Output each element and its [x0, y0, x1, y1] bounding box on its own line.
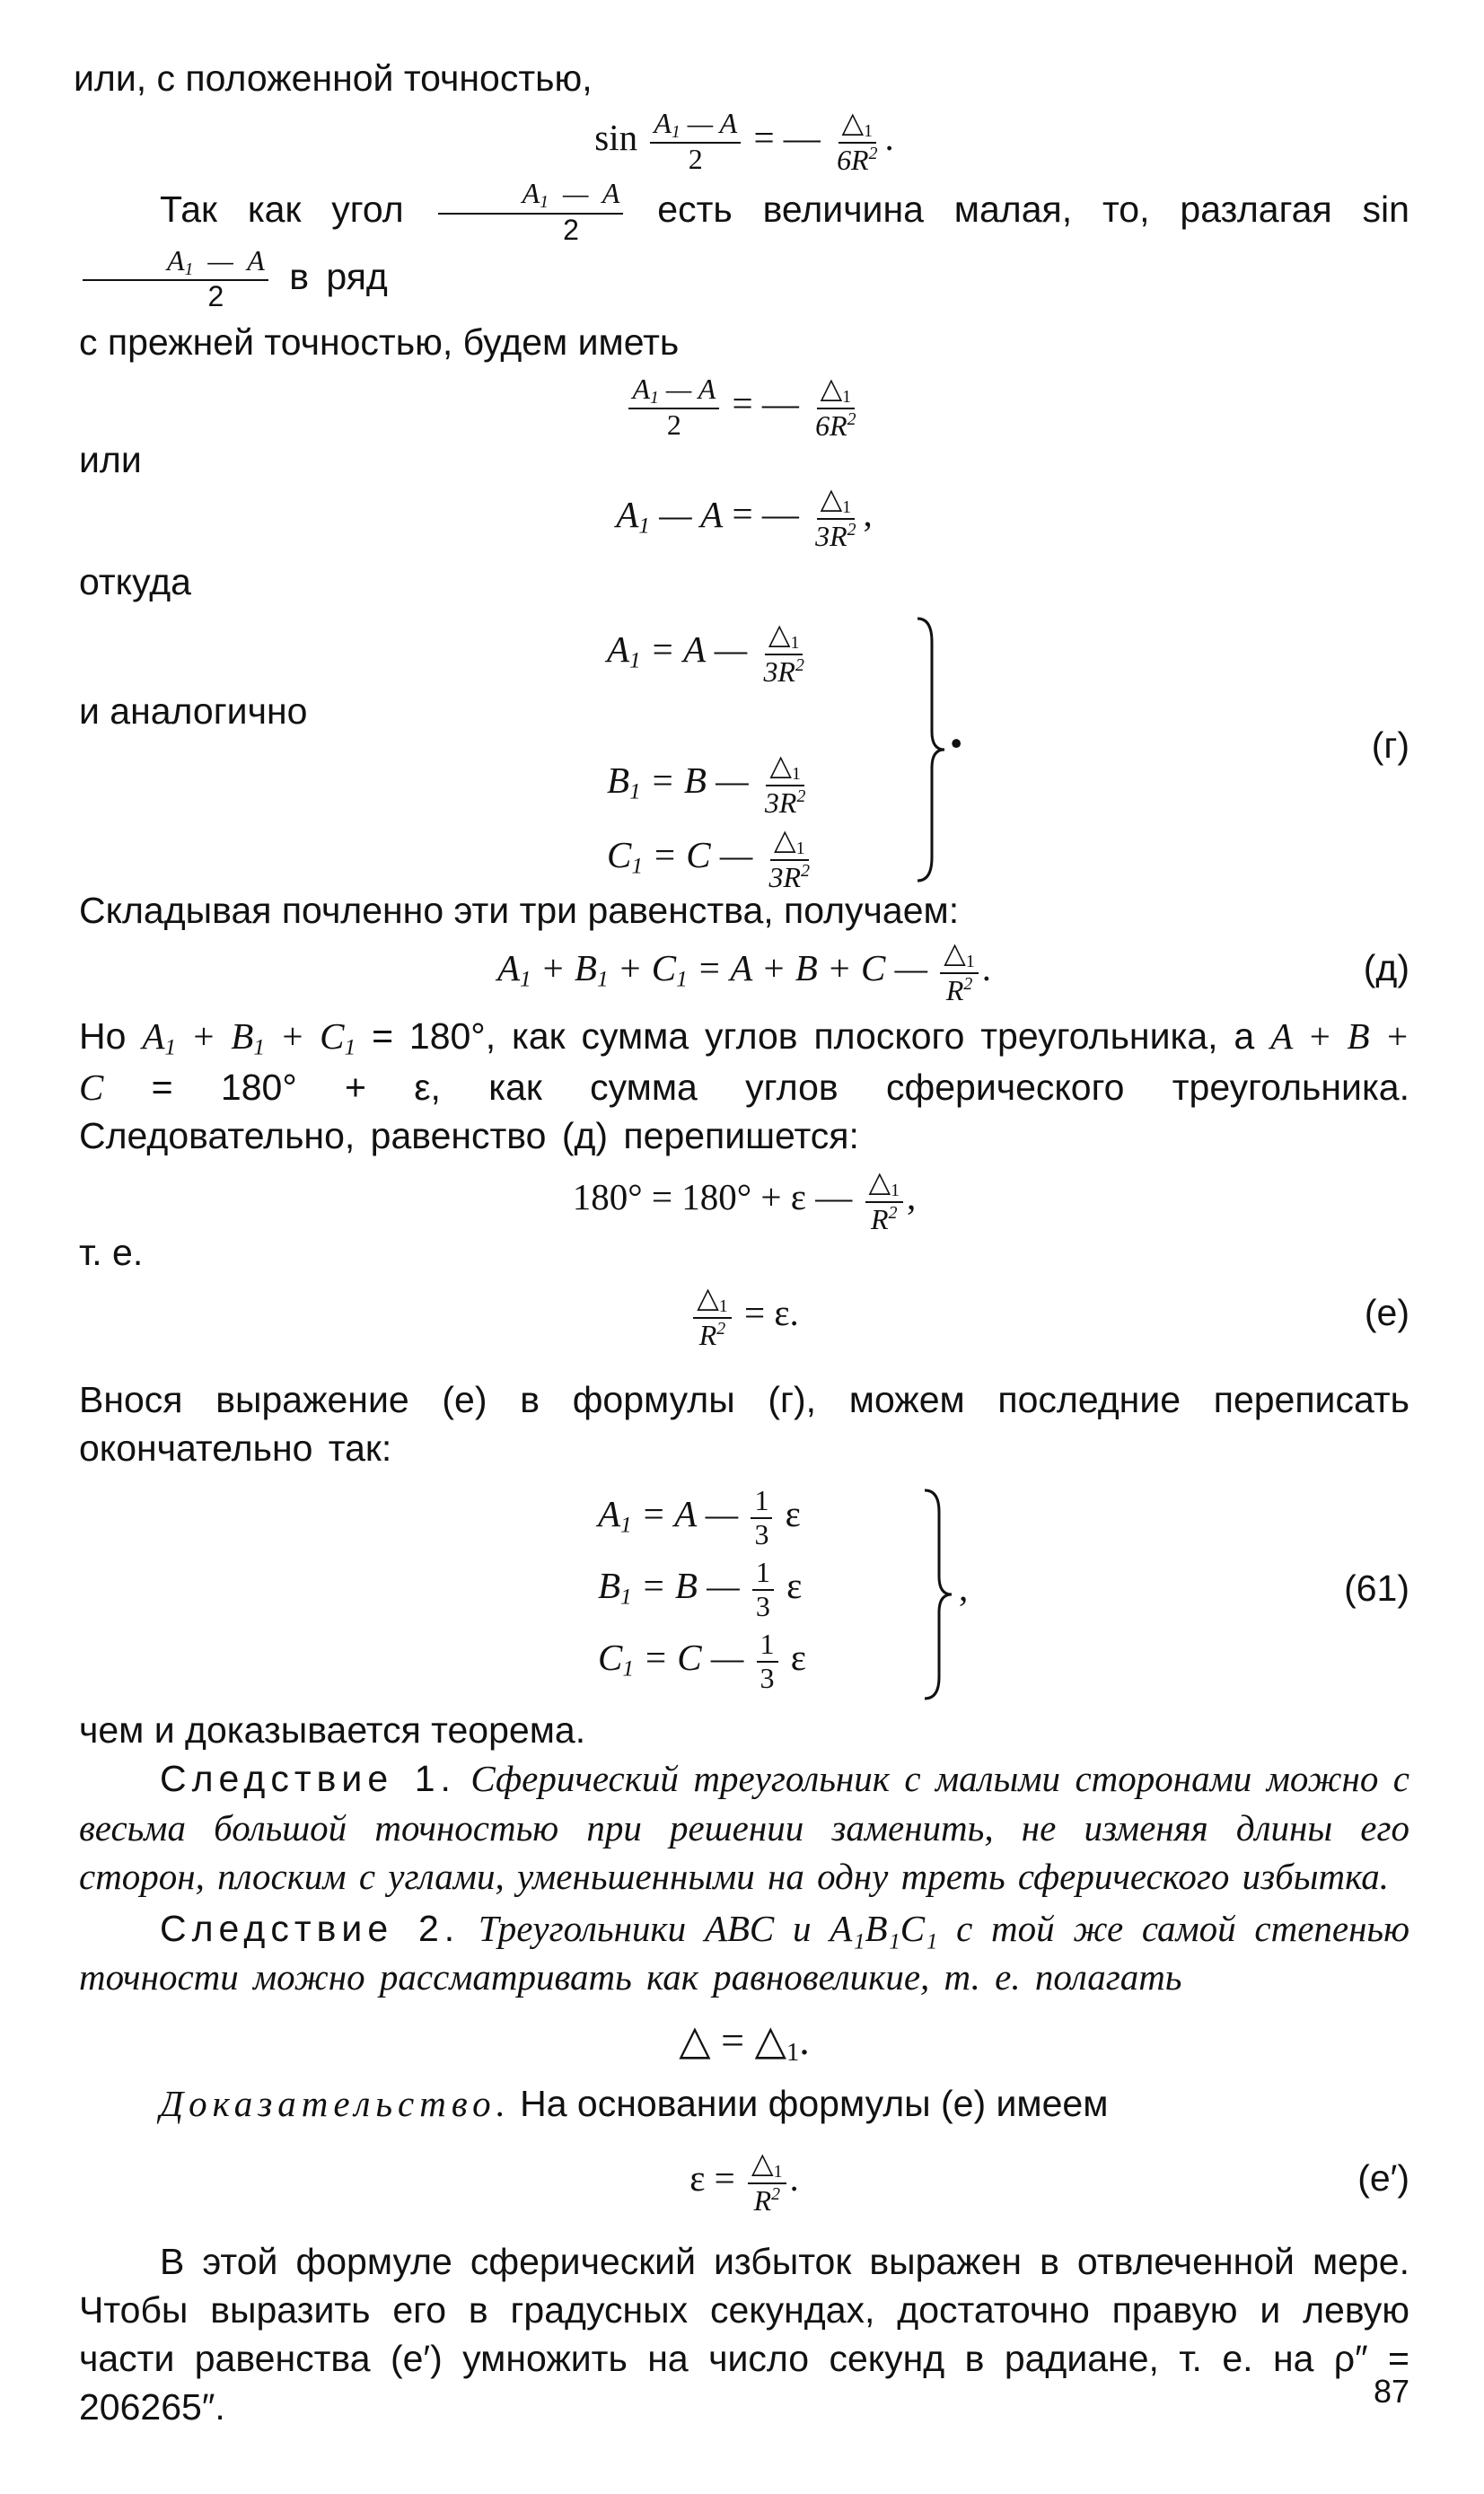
- equation: $\frac{\triangle_1}{R^2}$ = ε. (е): [79, 1277, 1409, 1348]
- text-line: Складывая почленно эти три равенства, получаем:: [79, 889, 960, 931]
- paragraph: Внося выражение (е) в формулы (г), можем последние переписать окончательно так:: [79, 1379, 1409, 1470]
- equation-system-61: $A_1 = A$ — $\frac{1}{3}$ ε $B_1 = B$ — $\frac{1}{3}$ ε $C_1 = C$ — $\frac{1}{3}$ ε , (61): [79, 1478, 1409, 1702]
- eqno: (г): [1371, 724, 1409, 766]
- eqno: (д): [1363, 946, 1409, 988]
- eqno: (61): [1344, 1568, 1409, 1610]
- equation-system-g: и аналогично $A_1 = A$ — $\frac{\triangle_1}{3R^2}$ $B_1 = B$ — $\frac{\triangle_1}{3R^2}$ $C_1 = C$ — $\frac{\triangle_1}{3R^2}$ • (г): [79, 606, 1409, 884]
- paragraph: В этой формуле сферический избыток выражен в отвлеченной мере. Чтобы выразить его в градусных секундах, достаточно правую и левую части равенства (е′) умножить на число секунд в радиане, т. е. на ρ″ = 206265″.: [79, 2240, 1409, 2428]
- eqno: (е): [1364, 1292, 1409, 1334]
- equation: $A_1$ — A = — $\frac{\triangle_1}{3R^2}$ ,: [616, 483, 873, 553]
- eqno: (е′): [1357, 2156, 1409, 2199]
- equation: 180° = 180° + ε — $\frac{\triangle_1}{R^2}$ ,: [572, 1166, 917, 1235]
- text-line: с прежней точностью, будем иметь: [79, 321, 680, 364]
- right-brace: [921, 1487, 957, 1702]
- text-line: или: [79, 439, 142, 481]
- text-line: чем и доказывается теорема.: [79, 1709, 586, 1752]
- text-line: и аналогично: [79, 689, 308, 732]
- proof: Доказательство. На основании формулы (е) имеем: [160, 2082, 1109, 2124]
- equation: $A_1 + B_1 + C_1 = A + B + C$ — $\frac{\triangle_1}{R^2}$ . (д): [496, 936, 1409, 1006]
- paragraph: Но $A_1 + B_1 + C_1 = 180^\circ$, как сумма углов плоского треугольника, а A + B + C = 180° + ε, как сумма углов сферического треугольника. Следовательно, равенство (д) перепишется:: [79, 1014, 1409, 1156]
- page-body: [74, 54, 1409, 2431]
- text-line: или, с положенной точностью,: [74, 57, 593, 99]
- text-line: Так как угол $\frac{A_1 — A}{2}$ есть величина малая, то, разлагая sin $\frac{A_1 — A}{2}$ в ряд: [79, 179, 1409, 312]
- right-brace: [914, 615, 950, 884]
- text-line: т. е.: [79, 1232, 144, 1274]
- corollary-2: Следствие 2. Треугольники ABC и A₁B₁C₁ с той же самой степенью точности можно рассматривать как равновеликие, т. е. полагать: [79, 1907, 1409, 1998]
- page-number: 87: [1373, 2373, 1409, 2410]
- equation: △ = $\triangle_1$.: [679, 2017, 810, 2068]
- text-line: откуда: [79, 560, 191, 602]
- equation: $\frac{A_1 — A}{2}$ = — $\frac{\triangle_1}{6R^2}$: [79, 373, 1409, 441]
- equation: sin $\frac{A_1 — A}{2}$ = — $\frac{\triangle_1}{6R^2}$ .: [594, 107, 894, 176]
- equation: ε = $\frac{\triangle_1}{R^2}$ . (е′): [79, 2142, 1409, 2214]
- corollary-1: Следствие 1. Сферический треугольник с малыми сторонами можно с весьма большой точностью при решении заменить, не изменяя длины его сторон, плоским с углами, уменьшенными на одну треть сферического избытка.: [79, 1758, 1409, 1897]
